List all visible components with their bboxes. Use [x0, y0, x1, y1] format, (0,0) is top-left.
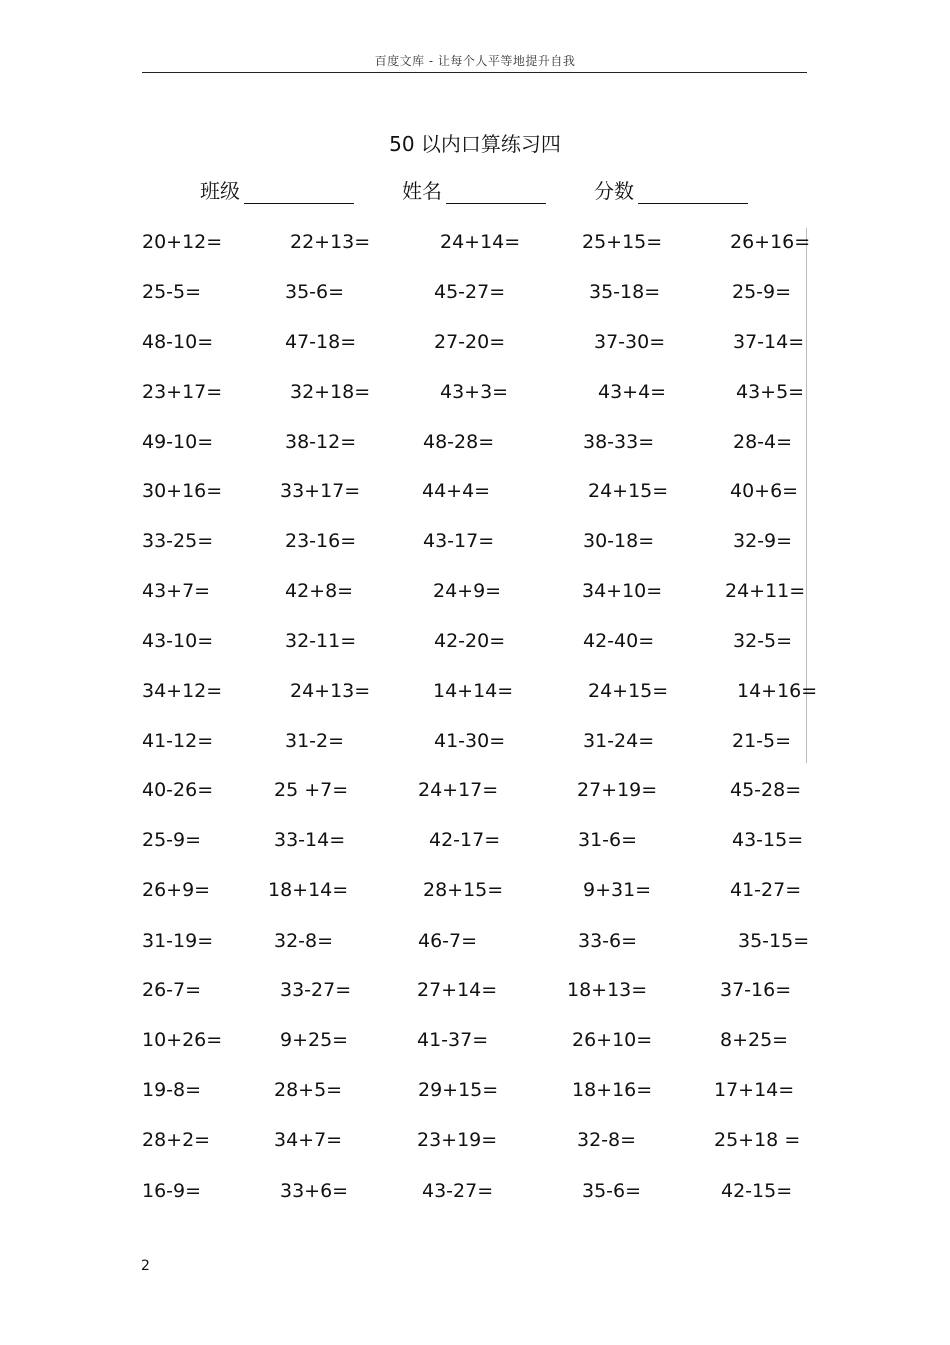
- problem-item: 14+14=: [433, 680, 514, 702]
- problem-item: 37-30=: [594, 331, 666, 353]
- name-field: [402, 178, 546, 204]
- problem-item: 30-18=: [583, 530, 655, 552]
- problem-item: 47-18=: [285, 331, 357, 353]
- problem-item: 48-10=: [142, 331, 214, 353]
- problem-item: 32-9=: [733, 530, 793, 552]
- score-blank: [638, 181, 748, 204]
- problem-item: 9+31=: [583, 879, 652, 901]
- problem-item: 26-7=: [142, 979, 202, 1001]
- problem-item: 43+3=: [440, 381, 509, 403]
- problem-item: 40+6=: [730, 480, 799, 502]
- problem-item: 42+8=: [285, 580, 354, 602]
- problem-item: 24+17=: [418, 779, 499, 801]
- worksheet-title: 50 以内口算练习四: [389, 132, 561, 156]
- problem-item: 46-7=: [418, 930, 478, 952]
- problem-item: 26+9=: [142, 879, 211, 901]
- problem-item: 24+15=: [588, 680, 669, 702]
- problem-item: 43-27=: [422, 1180, 494, 1202]
- problem-item: 42-40=: [583, 630, 655, 652]
- score-field: [594, 178, 748, 204]
- problem-item: 42-15=: [721, 1180, 793, 1202]
- problem-item: 38-12=: [285, 431, 357, 453]
- problem-item: 33+17=: [280, 480, 361, 502]
- problem-item: 42-17=: [429, 829, 501, 851]
- problem-item: 45-28=: [730, 779, 802, 801]
- problem-item: 41-37=: [417, 1029, 489, 1051]
- problem-item: 27+14=: [417, 979, 498, 1001]
- problem-item: 31-6=: [578, 829, 638, 851]
- problem-item: 24+13=: [290, 680, 371, 702]
- page-number: 2: [141, 1258, 150, 1274]
- problem-item: 38-33=: [583, 431, 655, 453]
- header-rule: [142, 72, 807, 73]
- problem-item: 44+4=: [422, 480, 491, 502]
- problem-item: 48-28=: [423, 431, 495, 453]
- problem-item: 41-12=: [142, 730, 214, 752]
- problem-item: 18+16=: [572, 1079, 653, 1101]
- problem-item: 32-5=: [733, 630, 793, 652]
- problem-item: 28+2=: [142, 1129, 211, 1151]
- problem-item: 34+10=: [582, 580, 663, 602]
- problem-item: 25-5=: [142, 281, 202, 303]
- problem-item: 30+16=: [142, 480, 223, 502]
- problem-item: 28+5=: [274, 1079, 343, 1101]
- problem-item: 26+16=: [730, 231, 811, 253]
- problem-item: 27-20=: [434, 331, 506, 353]
- problem-item: 34+12=: [142, 680, 223, 702]
- page-header: 百度文库 - 让每个人平等地提升自我: [374, 54, 576, 68]
- problem-item: 28+15=: [423, 879, 504, 901]
- problem-item: 41-30=: [434, 730, 506, 752]
- problem-item: 24+14=: [440, 231, 521, 253]
- problem-item: 35-15=: [738, 930, 810, 952]
- problem-item: 31-24=: [583, 730, 655, 752]
- problem-item: 33-6=: [578, 930, 638, 952]
- class-field: [200, 178, 354, 204]
- problem-item: 18+14=: [268, 879, 349, 901]
- problem-item: 32-11=: [285, 630, 357, 652]
- problem-item: 43+4=: [598, 381, 667, 403]
- problem-item: 24+9=: [433, 580, 502, 602]
- problem-item: 31-2=: [285, 730, 345, 752]
- problem-item: 25+18 =: [714, 1129, 801, 1151]
- problem-item: 21-5=: [732, 730, 792, 752]
- problem-item: 14+16=: [737, 680, 818, 702]
- problem-item: 9+25=: [280, 1029, 349, 1051]
- problem-item: 22+13=: [290, 231, 371, 253]
- problem-item: 17+14=: [714, 1079, 795, 1101]
- problem-item: 24+11=: [725, 580, 806, 602]
- class-label: 班级: [200, 179, 240, 203]
- problem-item: 27+19=: [577, 779, 658, 801]
- problem-item: 35-18=: [589, 281, 661, 303]
- problem-item: 34+7=: [274, 1129, 343, 1151]
- problem-item: 43-15=: [732, 829, 804, 851]
- problem-item: 16-9=: [142, 1180, 202, 1202]
- problem-item: 41-27=: [730, 879, 802, 901]
- problem-item: 10+26=: [142, 1029, 223, 1051]
- problem-item: 49-10=: [142, 431, 214, 453]
- problem-item: 35-6=: [582, 1180, 642, 1202]
- problem-item: 19-8=: [142, 1079, 202, 1101]
- problem-item: 25 +7=: [274, 779, 349, 801]
- problem-item: 33-27=: [280, 979, 352, 1001]
- student-info-row: [0, 178, 950, 208]
- name-blank: [446, 181, 546, 204]
- name-label: 姓名: [402, 179, 442, 203]
- problem-item: 25+15=: [582, 231, 663, 253]
- class-blank: [244, 181, 354, 204]
- problem-item: 28-4=: [733, 431, 793, 453]
- problem-item: 43+7=: [142, 580, 211, 602]
- problem-item: 23+17=: [142, 381, 223, 403]
- problem-item: 31-19=: [142, 930, 214, 952]
- problem-item: 40-26=: [142, 779, 214, 801]
- problem-item: 32-8=: [274, 930, 334, 952]
- problem-item: 32+18=: [290, 381, 371, 403]
- problem-item: 26+10=: [572, 1029, 653, 1051]
- problem-item: 43-17=: [423, 530, 495, 552]
- problem-item: 24+15=: [588, 480, 669, 502]
- problem-item: 33+6=: [280, 1180, 349, 1202]
- problem-item: 33-14=: [274, 829, 346, 851]
- problem-item: 37-16=: [720, 979, 792, 1001]
- problem-item: 25-9=: [732, 281, 792, 303]
- problem-item: 42-20=: [434, 630, 506, 652]
- problem-item: 43-10=: [142, 630, 214, 652]
- problem-item: 37-14=: [733, 331, 805, 353]
- problem-item: 29+15=: [418, 1079, 499, 1101]
- problem-item: 8+25=: [720, 1029, 789, 1051]
- problem-item: 23-16=: [285, 530, 357, 552]
- problem-item: 35-6=: [285, 281, 345, 303]
- problem-item: 33-25=: [142, 530, 214, 552]
- score-label: 分数: [594, 179, 634, 203]
- problem-item: 45-27=: [434, 281, 506, 303]
- problem-item: 20+12=: [142, 231, 223, 253]
- problem-item: 23+19=: [417, 1129, 498, 1151]
- problem-item: 25-9=: [142, 829, 202, 851]
- problem-item: 18+13=: [567, 979, 648, 1001]
- problem-item: 32-8=: [577, 1129, 637, 1151]
- problem-item: 43+5=: [736, 381, 805, 403]
